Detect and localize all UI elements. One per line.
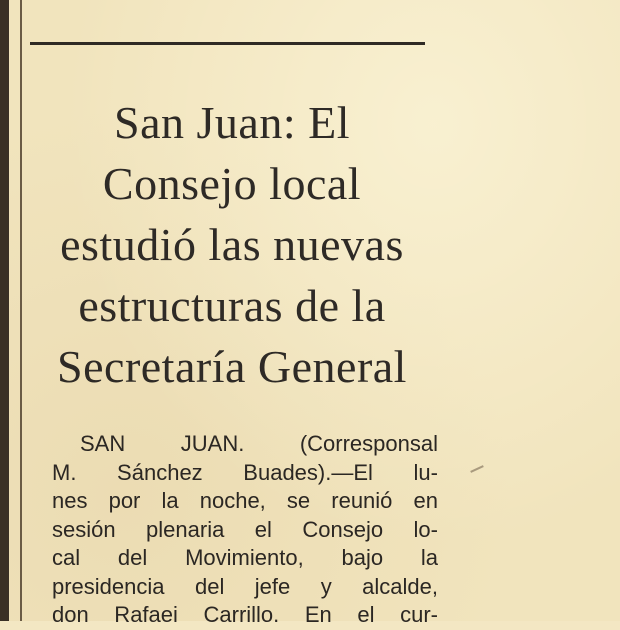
headline-line: estructuras de la [78, 280, 386, 331]
headline-line: estudió las nuevas [60, 219, 404, 270]
body-line: cal del Movimiento, bajo la [52, 545, 438, 570]
headline-line: San Juan: El [114, 97, 350, 148]
headline-line: Secretaría General [57, 341, 407, 392]
headline-line: Consejo local [102, 158, 362, 209]
page-edge [0, 0, 9, 621]
body-line: nes por la noche, se reunió en [52, 488, 438, 513]
body-line: M. Sánchez Buades).—El lu- [52, 459, 438, 485]
top-rule [30, 42, 425, 45]
body-line: don Rafaei Carrillo. En el cur- [52, 602, 438, 627]
body-line: presidencia del jefe y alcalde, [52, 573, 438, 599]
body-line: SAN JUAN. (Corresponsal [80, 431, 438, 456]
article-headline [22, 92, 442, 397]
body-line: sesión plenaria el Consejo lo- [52, 516, 438, 542]
article-body [52, 430, 438, 630]
